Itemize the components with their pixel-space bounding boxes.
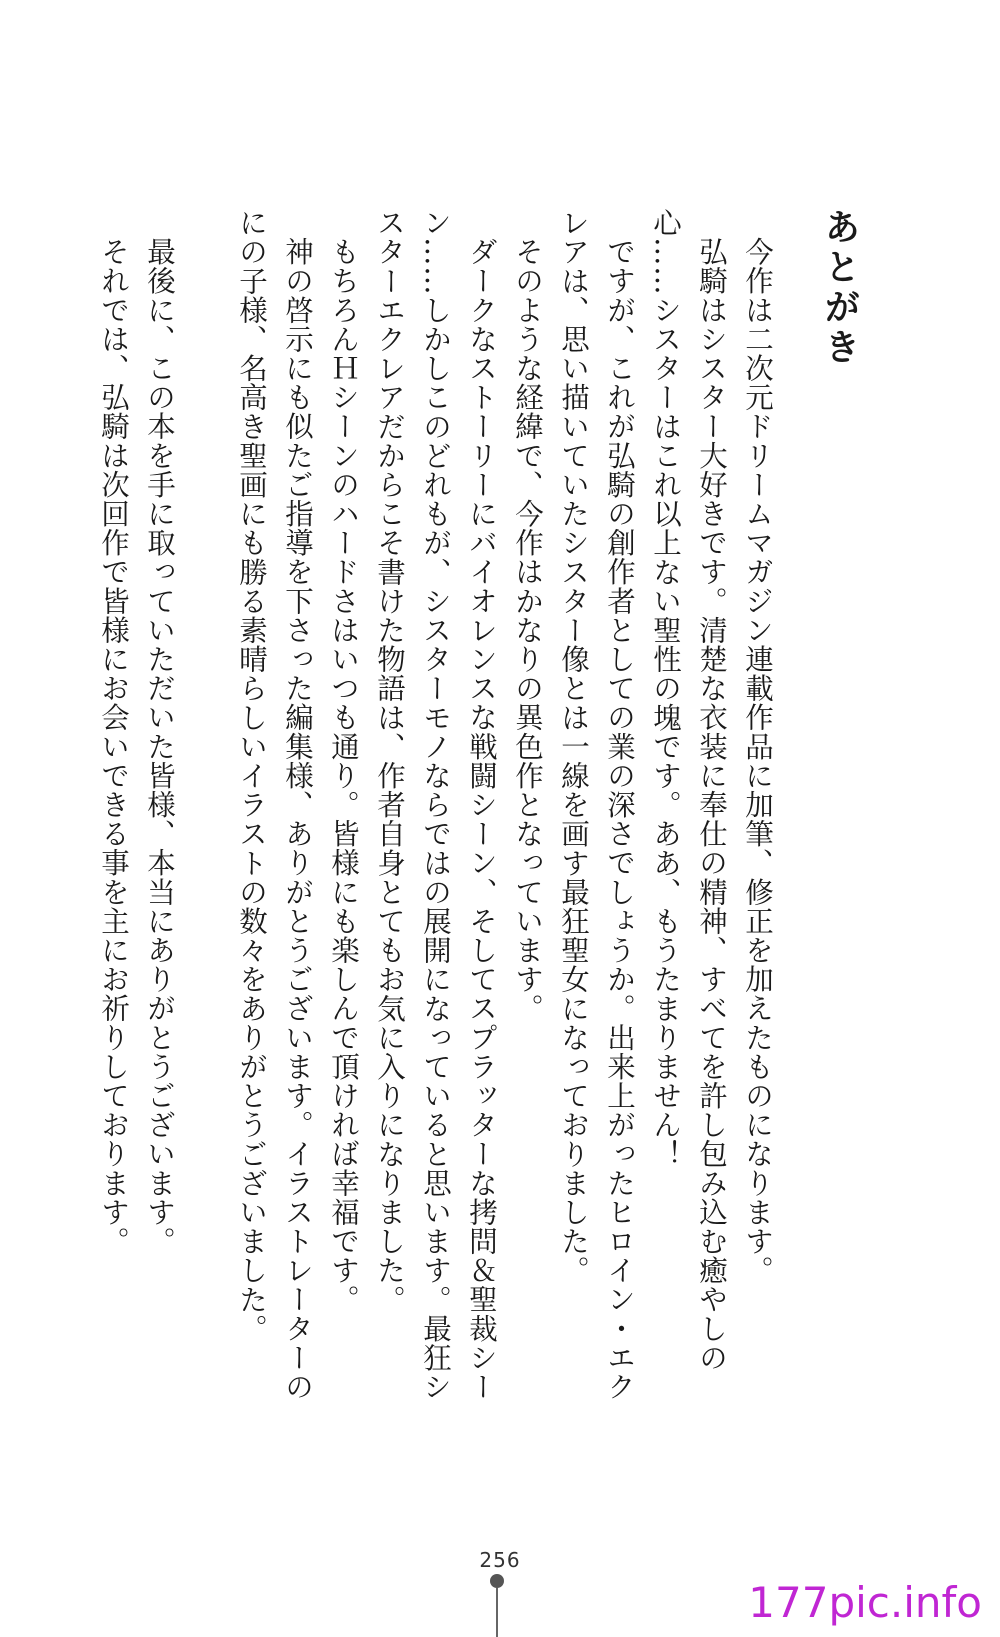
paragraph-5: ダークなストーリーにバイオレンスな戦闘シーン、そしてスプラッターな拷問＆聖裁シーン……しかしこのどれもが、シスターモノならではの展開になっていると思います。最狂シスターエクレアだからこそ書けた物語は、作者自身とてもお気に入りになりました。 <box>373 208 498 1402</box>
paragraph-8: 最後に、この本を手に取っていただいた皆様、本当にありがとうございます。 <box>143 236 176 1255</box>
paragraph-1: 今作は二次元ドリームマガジン連載作品に加筆、修正を加えたものになります。 <box>741 236 774 1285</box>
paragraph-9: それでは、弘騎は次回作で皆様にお会いできる事を主にお祈りしております。 <box>97 236 130 1255</box>
page-marker-dot <box>490 1574 504 1588</box>
paragraph-4: そのような経緯で、今作はかなりの異色作となっています。 <box>511 236 544 1023</box>
afterword-text-block <box>90 208 862 1408</box>
page-number: 256 <box>479 1548 521 1572</box>
chapter-title: あとがき <box>819 208 860 368</box>
watermark-text: 177pic.info <box>748 1578 982 1627</box>
paragraph-3: ですが、これが弘騎の創作者としての業の深さでしょうか。出来上がったヒロイン・エクレアは、思い描いていたシスター像とは一線を画す最狂聖女になっておりました。 <box>557 208 636 1401</box>
paragraph-2: 弘騎はシスター大好きです。清楚な衣装に奉仕の精神、すべてを許し包み込む癒やしの心……シスターはこれ以上ない聖性の塊です。ああ、もうたまりません！ <box>649 208 728 1372</box>
paragraph-7: 神の啓示にも似たご指導を下さった編集様、ありがとうございます。イラストレーターのにの子様、名高き聖画にも勝る素晴らしいイラストの数々をありがとうございました。 <box>235 208 314 1401</box>
paragraph-6: もちろんＨシーンのハードさはいつも通り。皆様にも楽しんで頂ければ幸福です。 <box>327 236 360 1314</box>
page-marker-line <box>496 1588 498 1637</box>
page-marker-icon <box>490 1574 504 1637</box>
